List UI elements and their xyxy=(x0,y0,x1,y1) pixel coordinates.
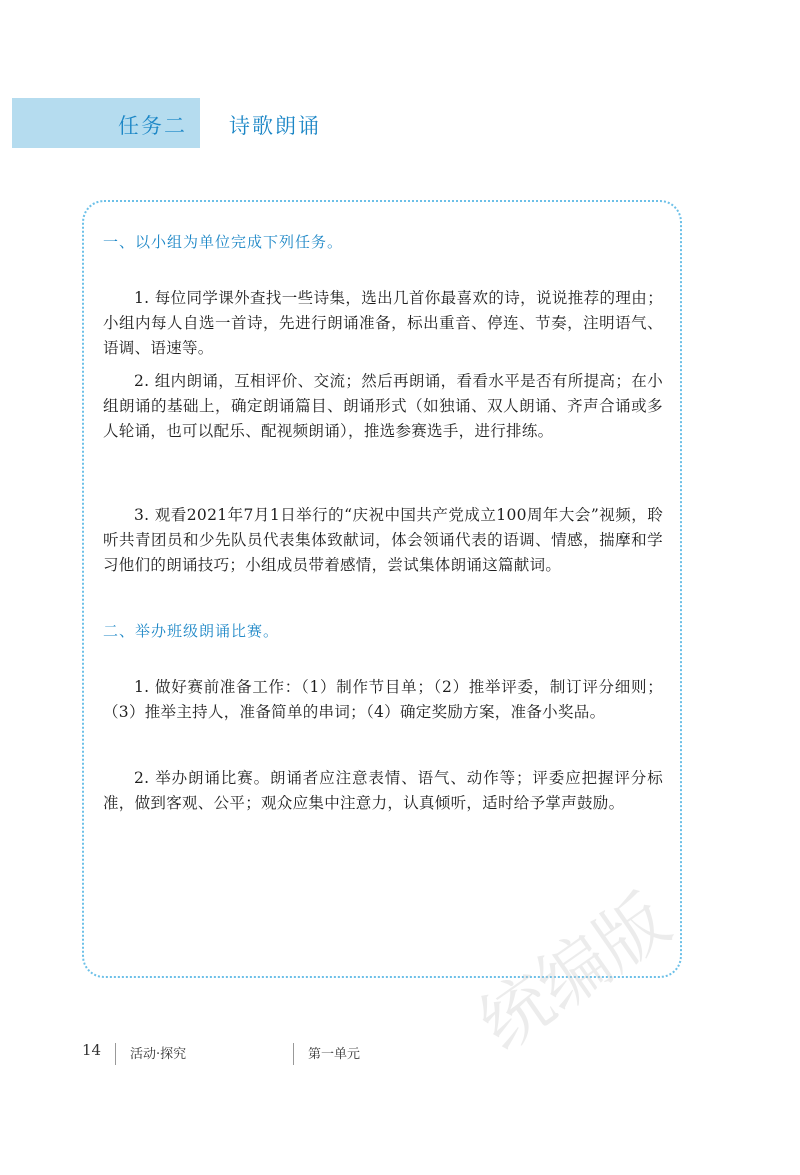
section1-heading: 一、以小组为单位完成下列任务。 xyxy=(103,233,344,251)
section1-item-2: 2. 组内朗诵，互相评价、交流；然后再朗诵，看看水平是否有所提高；在小组朗诵的基础上，确定朗诵篇目、朗诵形式（如独诵、双人朗诵、齐声合诵或多人轮诵，也可以配乐、配视频朗诵），推选参赛选手，进行排练。 xyxy=(103,372,663,440)
footer-divider xyxy=(293,1043,294,1065)
section2-item-2: 2. 举办朗诵比赛。朗诵者应注意表情、语气、动作等；评委应把握评分标准，做到客观、公平；观众应集中注意力，认真倾听，适时给予掌声鼓励。 xyxy=(103,769,663,812)
section1-item-1: 1. 每位同学课外查找一些诗集，选出几首你最喜欢的诗，说说推荐的理由；小组内每人自选一首诗，先进行朗诵准备，标出重音、停连、节奏，注明语气、语调、语速等。 xyxy=(103,289,663,357)
footer-divider xyxy=(115,1043,116,1065)
task-label: 任务二 xyxy=(118,114,187,138)
watermark: 统编版 xyxy=(464,878,684,1067)
section2-item-1: 1. 做好赛前准备工作：（1）制作节目单；（2）推举评委，制订评分细则；（3）推举主持人，准备简单的串词；（4）确定奖励方案，准备小奖品。 xyxy=(103,678,663,721)
section2-heading: 二、举办班级朗诵比赛。 xyxy=(103,622,280,640)
task-title: 诗歌朗诵 xyxy=(229,114,321,138)
footer-unit: 第一单元 xyxy=(308,1047,361,1062)
page-number: 14 xyxy=(82,1041,102,1059)
footer-section: 活动·探究 xyxy=(130,1047,187,1062)
section1-item-3: 3. 观看2021年7月1日举行的“庆祝中国共产党成立100周年大会”视频，聆听共青团员和少先队员代表集体致献词，体会领诵代表的语调、情感，揣摩和学习他们的朗诵技巧；小组成员带着感情，尝试集体朗诵这篇献词。 xyxy=(103,506,663,574)
